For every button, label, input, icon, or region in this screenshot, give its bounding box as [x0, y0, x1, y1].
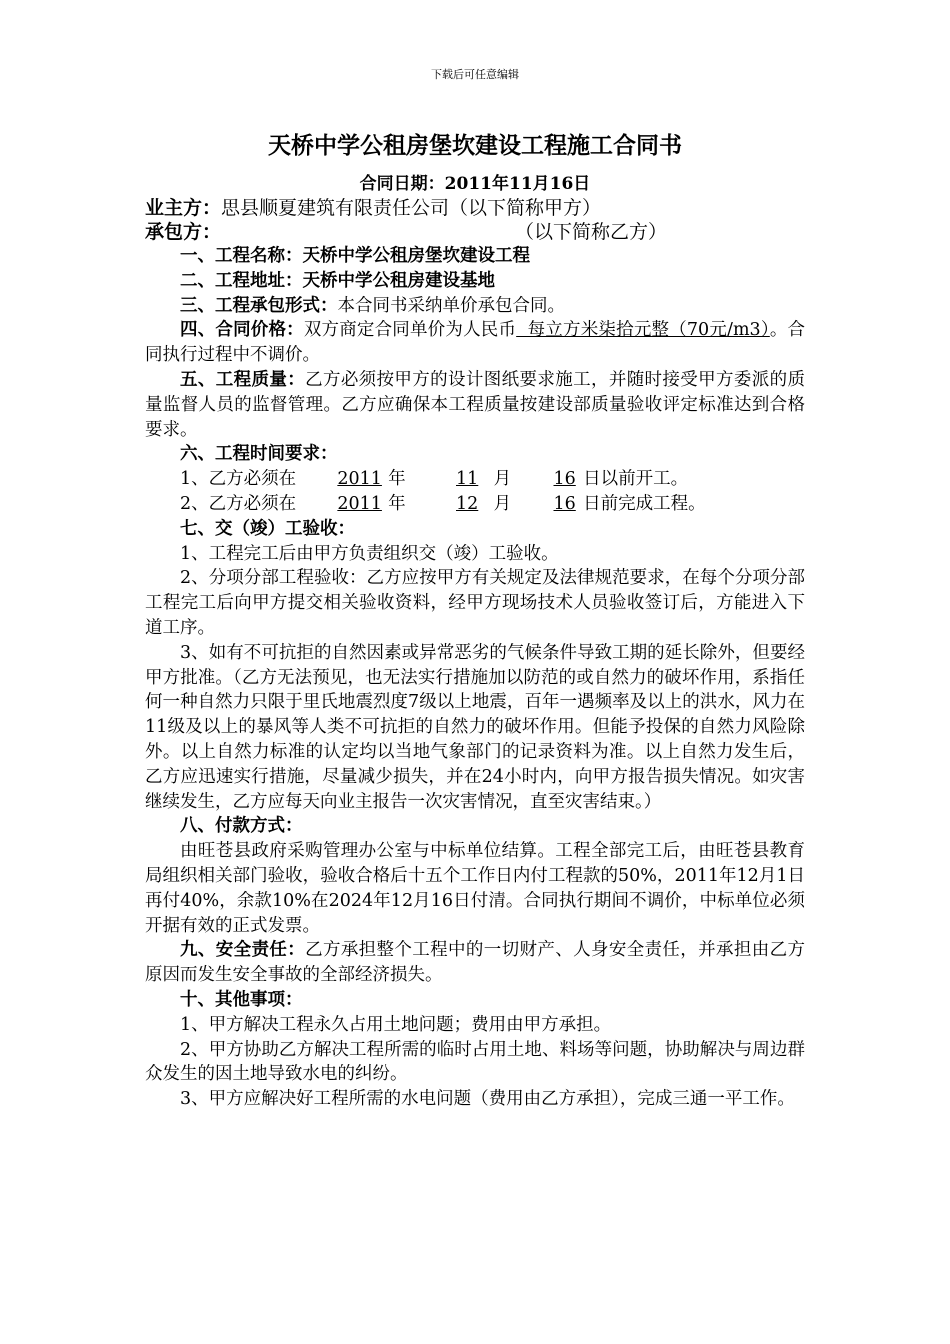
section-8-text: 由旺苍县政府采购管理办公室与中标单位结算。工程全部完工后，由旺苍县教育局组织相关部门验收，验收合格后十五个工作日内付工程款的50%，2011年12月1日再付40%，余款10%在2024年12月16日付清。合同执行期间不调价，中标单位必须开据有效的正式发票。	[145, 841, 805, 936]
document-title: 天桥中学公租房堡坎建设工程施工合同书	[268, 132, 682, 159]
contractor-value: （以下简称乙方）	[515, 221, 668, 243]
section-2-heading: 二、工程地址：	[180, 270, 303, 291]
section-8-heading: 八、付款方式：	[180, 816, 303, 837]
section-10-item-3: 3、甲方应解决好工程所需的水电问题（费用由乙方承担），完成三通一平工作。	[180, 1089, 795, 1110]
section-4-price-b: 整（70元/m3）	[651, 320, 770, 341]
section-7-heading: 七、交（竣）工验收：	[180, 518, 355, 539]
section-6-item-2	[145, 492, 805, 517]
section-10-item-2: 2、甲方协助乙方解决工程所需的临时占用土地、料场等问题，协助解决与周边群众发生的因土地导致水电的纠纷。	[145, 1039, 805, 1085]
section-7-item-3: 3、如有不可抗拒的自然因素或异常恶劣的气候条件导致工期的延长除外，但要经甲方批准。（乙方无法预见，也无法实行措施加以防范的或自然力的破坏作用，系指任何一种自然力只限于里氏地震烈度7级以上地震，百年一遇频率及以上的洪水，风力在11级及以上的暴风等人类不可抗拒的自然力的破坏作用。但能予投保的自然力风险除外。以上自然力标准的认定均以当地气象部门的记录资料为准。以上自然力发生后，乙方应迅速实行措施，尽量减少损失，并在24小时内，向甲方报告损失情况。如灾害继续发生，乙方应每天向业主报告一次灾害情况，直至灾害结束。）	[145, 642, 805, 812]
s6-1-year: 2011	[337, 469, 382, 490]
section-2	[145, 269, 805, 294]
owner-label: 业主方：	[145, 197, 222, 219]
owner-value: 思县顺夏建筑有限责任公司（以下简称甲方）	[221, 197, 602, 219]
section-9	[145, 938, 805, 988]
section-10-item-1: 1、甲方解决工程永久占用土地问题；费用由甲方承担。	[180, 1014, 612, 1035]
section-3-text: 本合同书采纳单价承包合同。	[337, 295, 565, 316]
s6-1-d: 日以前开工。	[583, 469, 689, 490]
s6-1-month: 11	[456, 469, 479, 490]
section-4-heading: 四、合同价格：	[180, 320, 304, 341]
section-1-heading: 一、工程名称：	[180, 246, 303, 266]
s6-2-c: 月	[493, 493, 512, 514]
section-9-heading: 九、安全责任：	[180, 940, 306, 961]
section-7-item-2: 2、分项分部工程验收：乙方应按甲方有关规定及法律规范要求，在每个分项分部工程完工后向甲方提交相关验收资料，经甲方现场技术人员验收签订后，方能进入下道工序。	[145, 568, 805, 638]
section-4-text-a: 双方商定合同单价为人民币	[303, 320, 517, 341]
s6-1-b: 年	[388, 469, 406, 490]
s6-2-year: 2011	[337, 493, 382, 514]
section-7-item-1: 1、工程完工后由甲方负责组织交（竣）工验收。	[180, 543, 559, 564]
section-10-heading: 十、其他事项：	[180, 989, 303, 1010]
section-9-text: 乙方承担整个工程中的一切财产、人身安全责任，并承担由乙方原因而发生安全事故的全部经济损失。	[145, 940, 806, 986]
section-4	[145, 318, 805, 368]
s6-1-c: 月	[493, 469, 512, 490]
s6-2-day: 16	[553, 493, 576, 514]
s6-1-day: 16	[553, 469, 576, 490]
section-5	[145, 368, 805, 442]
section-2-text: 天桥中学公租房建设基地	[302, 270, 495, 291]
section-5-heading: 五、工程质量：	[180, 369, 306, 390]
section-4-price-a: 每立方米柒拾元	[516, 320, 652, 341]
section-3-heading: 三、工程承包形式：	[180, 295, 338, 316]
section-4-text-b: 。合同执行过程中不调价。	[145, 320, 806, 366]
section-3	[145, 294, 805, 319]
contractor-line	[145, 220, 805, 244]
owner-line	[145, 196, 805, 220]
section-6-heading: 六、工程时间要求：	[180, 444, 338, 465]
section-6-item-1	[145, 467, 805, 492]
page-header-note: 下载后可任意编辑	[431, 68, 519, 81]
s6-2-a: 2、乙方必须在	[180, 493, 297, 514]
s6-1-a: 1、乙方必须在	[180, 469, 297, 490]
s6-2-b: 年	[388, 493, 406, 514]
section-5-text: 乙方必须按甲方的设计图纸要求施工，并随时接受甲方委派的质量监督人员的监督管理。乙方应确保本工程质量按建设部质量验收评定标准达到合格要求。	[145, 369, 806, 440]
contract-date: 合同日期：2011年11月16日	[359, 174, 591, 194]
s6-2-d: 日前完成工程。	[583, 493, 706, 514]
contractor-label: 承包方：	[145, 221, 222, 243]
section-1-text: 天桥中学公租房堡坎建设工程	[302, 246, 530, 266]
contract-document	[145, 130, 805, 1112]
section-1	[145, 244, 805, 269]
s6-2-month: 12	[456, 493, 479, 514]
